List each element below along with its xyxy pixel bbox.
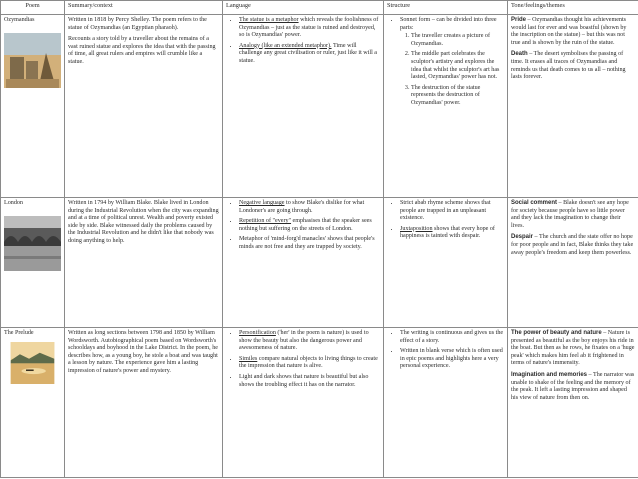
structure-point: • Written in blank verse which is often used in epic poems and highlights here a very personal experience.	[400, 348, 504, 371]
poem-cell	[1, 15, 65, 198]
tone-cell	[508, 15, 638, 198]
header-row	[1, 1, 638, 15]
structure-point: • Juxtaposition shows that every hope of happiness is tainted with despair.	[400, 226, 504, 241]
structure-cell	[384, 198, 508, 328]
poem-cell	[1, 198, 65, 328]
language-cell	[223, 198, 384, 328]
language-point: • Analogy (like an extended metaphor). Time will challenge any great civilisation or ruler, just like it will a statue.	[239, 43, 380, 66]
tone-paragraph: Social comment – Blake doesn't see any hope for society because people have so little power and they lack the imagination to change their lives.	[511, 200, 629, 229]
language-point: • Similes compare natural objects to living things to create the impression that nature is alive.	[239, 356, 380, 371]
language-cell	[223, 15, 384, 198]
tone-cell	[508, 198, 638, 328]
header-summary: Summary/context	[65, 1, 223, 15]
table-row	[1, 198, 638, 328]
summary-cell	[65, 15, 223, 198]
tone-paragraph: Imagination and memories – The narrator was unable to shake of the feeling and the memory of the peak. It left a lasting impression and shaped his view of nature from then on.	[511, 371, 635, 401]
structure-subpoint: 2. The middle part celebrates the sculptor's artistry and explores the idea that whilst the sculptor's art has lasted, Ozymandias' power has not.	[411, 51, 504, 81]
table-row	[1, 328, 638, 478]
header-language: Language	[223, 1, 384, 15]
table-row	[1, 15, 638, 198]
header-structure: Structure	[384, 1, 508, 15]
language-point: • Negative language to show Blake's dislike for what Londoner's are going through.	[239, 200, 380, 215]
summary-cell	[65, 198, 223, 328]
language-point: • Light and dark shows that nature is beautiful but also shows the troubling effect it has on the narrator.	[239, 374, 380, 389]
poem-title: The Prelude	[4, 330, 34, 336]
ozymandias-statue-image	[4, 33, 61, 88]
structure-cell	[384, 328, 508, 478]
header-tone: Tone/feelings/themes	[508, 1, 638, 15]
header-poem: Poem	[1, 1, 65, 15]
tone-paragraph: The power of beauty and nature – Nature is presented as beautiful as the boy enjoys his ride in the boat. But then as he rows, he fixates on a 'huge peak' which makes him feel ab it frightened in terms of nature's immensity.	[511, 330, 635, 367]
language-point: • Repetition of "every" emphasises that the speaker sees nothing but suffering on the streets of London.	[239, 218, 380, 233]
london-bridge-image	[4, 216, 61, 271]
language-point: • The statue is a metaphor which reveals the foolishness of Ozymandias – just as the statue is ruined and destroyed, so is Ozymandias' power.	[239, 17, 380, 40]
poem-title: London	[4, 200, 23, 206]
summary-cell	[65, 328, 223, 478]
structure-subpoint: 3. The destruction of the statue represents the destruction of Ozymandias' power.	[411, 85, 504, 108]
structure-point: • Strict abab rhyme scheme shows that people are trapped in an unpleasant existence.	[400, 200, 504, 223]
structure-point: • Sonnet form – can be divided into three parts: 1. The traveller creates a picture of Ozymandias. 2. The middle part celebrates the sculptor's artistry and explores the idea that whilst the sculptor's art has lasted, Ozymandias' power has not. 3. The destruction of the statue represents the destruction of Ozymandias' power.	[400, 17, 504, 108]
summary-paragraph: Written in 1818 by Percy Shelley. The poem refers to the statue of Ozymandias (an Egyptian pharaoh).	[68, 17, 207, 31]
summary-paragraph: Recounts a story told by a traveller about the remains of a vast ruined statue and explores the idea that with the passing of time, all great rulers and empires will crumble like a statue.	[68, 36, 216, 65]
tone-paragraph: Death – The desert symbolises the passing of time. It erases all traces of Ozymandias and reminds us that death comes to us all – nothing lasts forever.	[511, 51, 626, 81]
structure-point: • The writing is continuous and gives us the effect of a story.	[400, 330, 504, 345]
tone-paragraph: Despair – The church and the state offer no hope for poor people and in fact, Blake thinks they take away people's freedom and keep them powerless.	[511, 234, 634, 256]
structure-cell	[384, 15, 508, 198]
poem-cell	[1, 328, 65, 478]
tone-paragraph: Pride – Ozymandias thought his achievements would last for ever and was boastful (shown by the inscription on the statue) – but this was not true and is shown by the ruin of the statue.	[511, 17, 627, 46]
tone-cell	[508, 328, 638, 478]
language-cell	[223, 328, 384, 478]
summary-paragraph: Written in 1794 by William Blake. Blake lived in London during the Industrial Revolution when the city was expanding and at a time of political unrest. Wealth and poverty existed side by side. Blake witnessed daily the problems caused by the Industrial Revolution and he didn't like that nobody was doing anything to help.	[68, 200, 219, 244]
poem-title: Ozymandias	[4, 17, 35, 23]
language-point: • Metaphor of 'mind-forg'd manacles' shows that people's minds are not free and they are trapped by society.	[239, 236, 380, 251]
lake-sunset-image	[4, 342, 61, 384]
structure-subpoint: 1. The traveller creates a picture of Ozymandias.	[411, 33, 504, 48]
language-point: • Personification ('her' in the poem is nature) is used to show the beauty but also the dangerous power and awesomeness of nature.	[239, 330, 380, 353]
summary-paragraph: Written as long sections between 1798 and 1850 by William Wordsworth. Autobiographical poem based on Wordsworth's schooldays and boyhood in the Lake District. In the poem, he describes how, as a young boy, he stole a boat and was taught a lesson by nature. The experience gave him a lasting impression of nature's power and mystery.	[68, 330, 218, 374]
